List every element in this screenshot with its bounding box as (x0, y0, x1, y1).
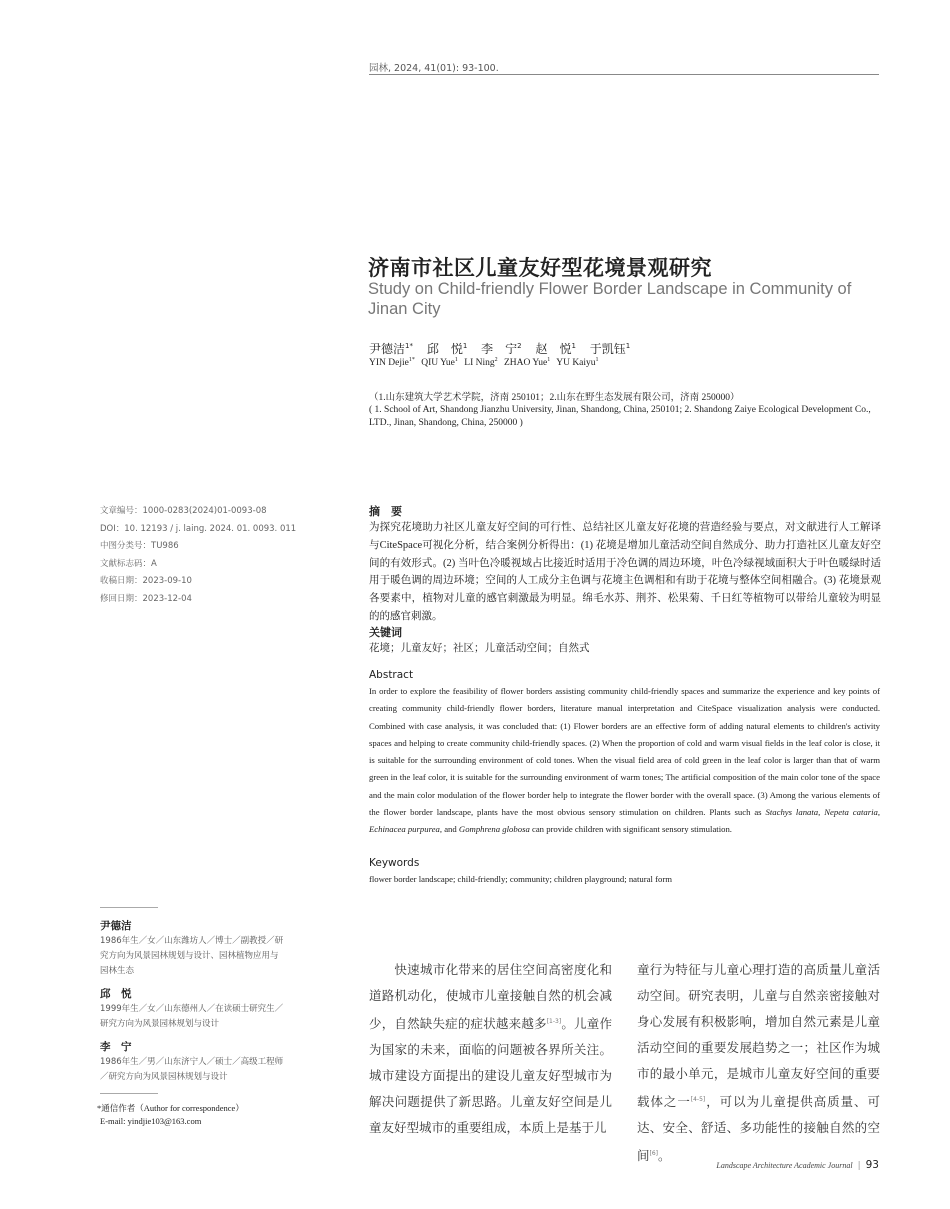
author-name: 赵 悦$^1$ (535, 342, 576, 356)
abstract-english-body: In order to explore the feasibility of flower borders assisting community child-friendly spaces and summarize the experience and key points of creating community child-friendly flower borders, literature manual interpretation and CiteSpace visualization analysis were conducted. Combined with case analysis, it was concluded that: (1) Flower borders are an effective form of adding natural elements to children's activity spaces and helping to create community child-friendly spaces. (2) When the proportion of cold and warm visual fields in the leaf color is close, it is suitable for the surrounding environment of cold tones. When the visual field area of cold green in the leaf color is larger than that of warm green in the leaf color, it is suitable for the surrounding environment of warm tones; The artificial composition of the main color tone of the space and the main color modulation of the flower border help to integrate the flower border with the overall space. (3) Among the various elements of the flower border landscape, plants have the most obvious sensory stimulation on children. Plants such as Stachys lanata, Nepeta cataria, Echinacea purpurea, and Gomphrena globosa can provide children with significant sensory stimulation. (369, 686, 881, 835)
author-name: 尹德洁$^{1*}$ (369, 342, 413, 356)
citation-ref: [1-3] (546, 1017, 562, 1025)
author-name-en: ZHAO Yue$^1$ (504, 357, 551, 369)
abstract-chinese-heading: 摘 要 (369, 505, 402, 518)
header-divider (369, 74, 879, 75)
keywords-english-heading: Keywords (369, 857, 420, 869)
authors-chinese (369, 340, 640, 357)
meta-doi: DOI：10. 12193 / j. laing. 2024. 01. 0093. 011 (100, 523, 297, 534)
citation-ref: [6] (649, 1149, 659, 1157)
meta-article-number: 文章编号：1000-0283(2024)01-0093-08 (100, 506, 267, 516)
affiliation-english: ( 1. School of Art, Shandong Jianzhu University, Jinan, Shandong, China, 250101; 2. Shandong Zaiye Ecological Development Co., LTD., Jinan, Shandong, China, 250000 ) (369, 405, 871, 428)
abstract-chinese-body: 为探究花境助力社区儿童友好空间的可行性、总结社区儿童友好花境的营造经验与要点，对文献进行人工解译与CiteSpace可视化分析，结合案例分析得出：(1) 花境是增加儿童活动空间自然成分、助力打造社区儿童友好空间的有效形式。(2) 当叶色冷暖视域占比接近时适用于冷色调的周边环境，叶色冷绿视域面积大于叶色暖绿时适用于暖色调的周边环境；空间的人工成分主色调与花境主色调相和有助于花境与整体空间相融合。(3) 花境景观各要素中，植物对儿童的感官刺激最为明显。绵毛水苏、荆芥、松果菊、千日红等植物可以带给儿童较为明显的的感官刺激。 (369, 522, 881, 622)
page-number: 93 (865, 1159, 879, 1171)
abstract-english-heading: Abstract (369, 669, 414, 681)
meta-revised-date: 修回日期：2023-12-04 (100, 593, 192, 604)
keywords-english-body: flower border landscape; child-friendly; community; children playground; natural form (369, 874, 673, 884)
citation-ref: [4-5] (690, 1095, 706, 1103)
meta-classification: 中图分类号：TU986 (100, 541, 179, 551)
author-name-en: LI Ning$^2$ (464, 357, 498, 369)
notes-divider (100, 907, 158, 908)
meta-received-date: 收稿日期：2023-09-10 (100, 576, 192, 586)
author-name: 李 宁$^2$ (481, 342, 522, 356)
author-name: 邱 悦$^1$ (426, 342, 468, 356)
author-name-en: YU Kaiyu$^1$ (556, 357, 599, 369)
notes-divider (100, 1093, 158, 1094)
journal-citation: 园林, 2024, 41(01): 93-100. (369, 63, 499, 74)
author-name-en: YIN Dejie$^{1*}$ (369, 357, 415, 369)
author-bio: 李 宁 1986年生／男／山东济宁人／硕士／高级工程师／研究方向为风景园林规划与设计 (100, 1041, 284, 1082)
meta-document-code: 文献标志码：A (100, 558, 157, 569)
author-bio: 尹德洁 1986年生／女／山东潍坊人／博士／副教授／研究方向为风景园林规划与设计、园林植物应用与园林生态 (100, 920, 284, 976)
author-name: 于凯钰$^1$ (589, 342, 631, 356)
authors-english (369, 357, 603, 368)
title-chinese: 济南市社区儿童友好型花境景观研究 (368, 256, 712, 280)
keywords-chinese-body: 花境；儿童友好；社区；儿童活动空间；自然式 (369, 643, 590, 654)
page-footer: Landscape Architecture Academic Journal | 93 (716, 1159, 879, 1171)
keywords-chinese-heading: 关键词 (369, 626, 402, 639)
body-column-left: 快速城市化带来的居住空间高密度化和道路机动化，使城市儿童接触自然的机会减少，自然缺失症的症状越来越多[1-3]。儿童作为国家的未来，面临的问题被各界所关注。城市建设方面提出的建设儿童友好型城市为解决问题提供了新思路。儿童友好空间是儿童友好型城市的重要组成，本质上是基于儿 (369, 962, 612, 1135)
author-bio: 邱 悦 1999年生／女／山东德州人／在读硕士研究生／研究方向为风景园林规划与设计 (100, 988, 284, 1029)
footer-journal-name: Landscape Architecture Academic Journal (716, 1161, 853, 1170)
author-name-en: QIU Yue$^1$ (421, 357, 458, 369)
title-english: Study on Child-friendly Flower Border Landscape in Community of Jinan City (368, 280, 852, 318)
affiliation-chinese: （1.山东建筑大学艺术学院，济南 250101；2.山东在野生态发展有限公司，济南 250000） (369, 393, 740, 403)
body-column-right: 童行为特征与儿童心理打造的高质量儿童活动空间。研究表明，儿童与自然亲密接触对身心发展有积极影响，增加自然元素是儿童活动空间的重要发展趋势之一；社区作为城市的最小单元，是城市儿童友好空间的重要载体之一[4-5]，可以为儿童提供高质量、可达、安全、舒适、多功能性的接触自然的空间[6]。 (637, 962, 880, 1163)
correspondence-note: *通信作者（Author for correspondence） E-mail: yindjie103@163.com (97, 1103, 244, 1126)
article-metadata (100, 503, 300, 608)
